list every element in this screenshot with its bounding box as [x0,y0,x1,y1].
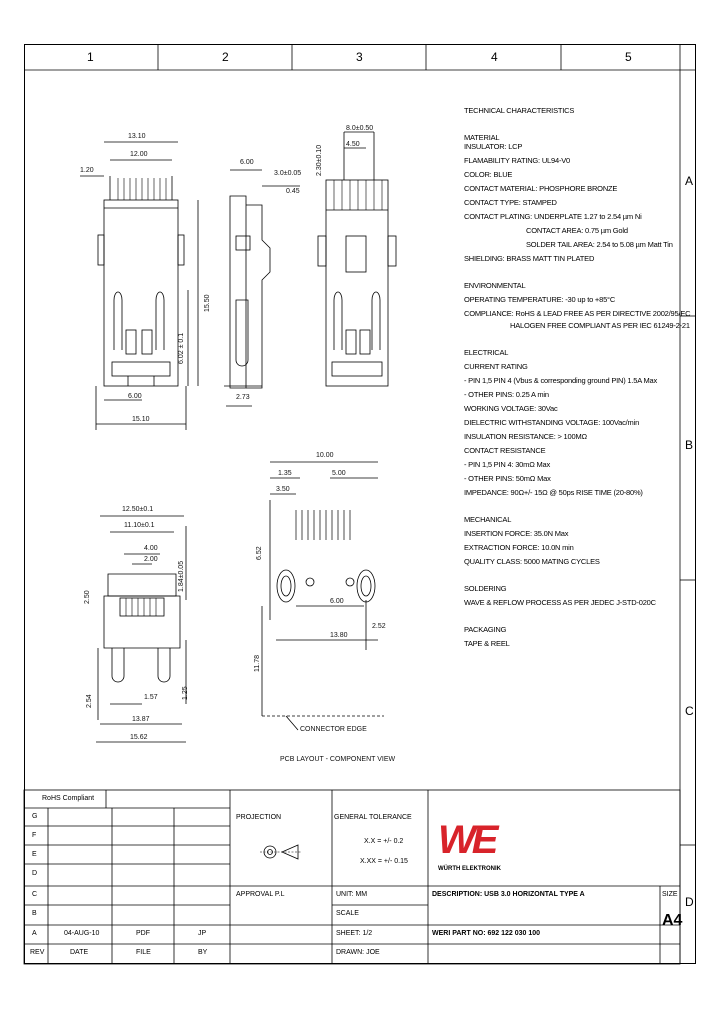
size-label: SIZE [662,891,678,898]
spec-heading-electrical: ELECTRICAL [464,348,509,357]
rev-e: E [32,851,37,858]
dim-bottom-v1: 2.50 [84,590,91,604]
dim-front-height: 15.50 [204,294,211,312]
rev-a-date: 04-AUG-10 [64,930,100,937]
dim-side-t: 0.45 [286,188,300,195]
unit-label: UNIT: MM [336,891,368,898]
spec-heading-material: MATERIAL [464,133,500,142]
dim-side-offset: 3.0±0.05 [274,170,302,177]
column-label-3: 3 [356,50,363,64]
rev-header: REV [30,949,45,956]
by-header: BY [198,949,208,956]
dim-rear-top: 8.0±0.50 [346,125,374,132]
rev-a: A [32,930,37,937]
dim-bottom-v2: 1.84±0.05 [178,560,185,592]
dim-pcb-vert: 6.52 [256,546,263,560]
rev-c: C [32,891,38,898]
spec-line: CONTACT MATERIAL: PHOSPHORE BRONZE [464,184,618,193]
projection-label: PROJECTION [236,814,282,821]
rev-f: F [32,832,37,839]
spec-line: - PIN 1,5 PIN 4: 30mΩ Max [464,460,551,469]
spec-line: SHIELDING: BRASS MATT TIN PLATED [464,254,595,263]
spec-heading-mechanical: MECHANICAL [464,515,512,524]
tolerance-2: X.XX = +/- 0.15 [360,858,408,865]
dim-pcb-mid2: 2.52 [372,623,386,630]
row-label-d: D [685,895,694,909]
spec-line: CURRENT RATING [464,362,528,371]
rev-d: D [32,870,38,877]
dim-pcb-vert2: 11.78 [254,655,261,672]
file-header: FILE [136,949,151,956]
dim-pcb-a: 1.35 [278,470,292,477]
column-label-2: 2 [222,50,229,64]
spec-line: COLOR: BLUE [464,170,513,179]
spec-heading-environmental: ENVIRONMENTAL [464,281,526,290]
spec-title: TECHNICAL CHARACTERISTICS [464,106,575,115]
dim-pcb-mid: 6.00 [330,598,344,605]
rohs-compliant-label: RoHS Compliant [42,795,95,802]
spec-line: INSULATION RESISTANCE: > 100MΩ [464,432,587,441]
dim-bottom-b3: 15.62 [130,734,148,741]
dim-bottom-b1: 1.57 [144,694,158,701]
dim-bottom-v3: 1.25 [182,686,189,700]
scale-label: SCALE [336,910,359,917]
dim-front-inner: 12.00 [130,151,148,158]
spec-line: CONTACT TYPE: STAMPED [464,198,557,207]
spec-line: OPERATING TEMPERATURE: -30 up to +85°C [464,295,616,304]
part-number-label: WERI PART NO: 692 122 030 100 [432,930,541,937]
spec-line: TAPE & REEL [464,639,510,648]
spec-line: CONTACT RESISTANCE [464,446,546,455]
dim-side-top: 6.00 [240,159,254,166]
drawn-label: DRAWN: JOE [336,949,380,956]
spec-line: WAVE & REFLOW PROCESS AS PER JEDEC J-STD-020C [464,598,656,607]
dim-bottom-w2: 11.10±0.1 [124,522,155,529]
dim-rear-diag: 2.30±0.10 [316,144,323,176]
column-label-5: 5 [625,50,632,64]
wurth-logo [434,820,500,876]
spec-line: - OTHER PINS: 50mΩ Max [464,474,551,483]
dim-rear-inner: 4.50 [346,141,360,148]
dim-pcb-mid3: 13.80 [330,632,348,639]
connector-edge-label: CONNECTOR EDGE [300,726,367,733]
spec-line: INSERTION FORCE: 35.0N Max [464,529,569,538]
row-label-a: A [685,174,694,188]
dim-bottom-w1: 12.50±0.1 [122,506,154,513]
spec-line: EXTRACTION FORCE: 10.0N min [464,543,574,552]
dim-front-bottom-1: 6.00 [128,393,142,400]
column-label-4: 4 [491,50,498,64]
dim-front-inner-height: 6.02 ± 0.1 [178,332,185,364]
dim-front-width: 13.10 [128,133,146,140]
dim-bottom-v4: 2.54 [86,694,93,708]
size-value: A4 [662,912,683,929]
spec-line: WORKING VOLTAGE: 30Vac [464,404,558,413]
spec-heading-packaging: PACKAGING [464,625,507,634]
spec-line: CONTACT AREA: 0.75 µm Gold [526,226,628,235]
spec-line: FLAMABILITY RATING: UL94-V0 [464,156,571,165]
sheet-label: SHEET: 1/2 [336,930,373,937]
spec-line: CONTACT PLATING: UNDERPLATE 1.27 to 2.54 µm Ni [464,212,642,221]
rev-b: B [32,910,37,917]
company-name: WÜRTH ELEKTRONIK [438,866,501,872]
technical-characteristics [464,106,691,648]
spec-line: - OTHER PINS: 0.25 A min [464,390,549,399]
approval-label: APPROVAL P.L [236,891,285,898]
spec-line: DIELECTRIC WITHSTANDING VOLTAGE: 100Vac/min [464,418,640,427]
column-label-1: 1 [87,50,94,64]
tolerance-1: X.X = +/- 0.2 [364,838,404,845]
row-label-b: B [685,438,694,452]
rev-a-by: JP [198,930,207,937]
row-label-c: C [685,704,694,718]
spec-line: HALOGEN FREE COMPLIANT AS PER IEC 61249-2-21 [510,321,690,330]
dim-side-bottom: 2.73 [236,394,250,401]
dim-pcb-top: 10.00 [316,452,334,459]
spec-line: SOLDER TAIL AREA: 2.54 to 5.08 µm Matt Tin [526,240,673,249]
general-tolerance-label: GENERAL TOLERANCE [334,814,412,821]
dim-bottom-w3: 4.00 [144,545,158,552]
spec-line: QUALITY CLASS: 5000 MATING CYCLES [464,557,600,566]
spec-heading-soldering: SOLDERING [464,584,507,593]
dim-pcb-c: 3.50 [276,486,290,493]
description-label: DESCRIPTION: USB 3.0 HORIZONTAL TYPE A [432,891,585,898]
rev-a-file: PDF [136,930,150,937]
spec-line: INSULATOR: LCP [464,142,523,151]
pcb-layout-title: PCB LAYOUT - COMPONENT VIEW [280,756,396,763]
spec-line: COMPLIANCE: RoHS & LEAD FREE AS PER DIRECTIVE 2002/95/EC [464,309,691,318]
logo-mark: WE [438,818,495,862]
dim-front-bottom-2: 15.10 [132,416,150,423]
dim-pcb-b: 5.00 [332,470,346,477]
date-header: DATE [70,949,89,956]
dim-bottom-b2: 13.87 [132,716,150,723]
spec-line: - PIN 1,5 PIN 4 (Vbus & corresponding ground PIN) 1.5A Max [464,376,658,385]
dim-bottom-w4: 2.00 [144,556,158,563]
rev-g: G [32,813,38,820]
dim-front-left: 1.20 [80,167,94,174]
spec-line: IMPEDANCE: 90Ω+/- 15Ω @ 50ps RISE TIME (20-80%) [464,488,643,497]
